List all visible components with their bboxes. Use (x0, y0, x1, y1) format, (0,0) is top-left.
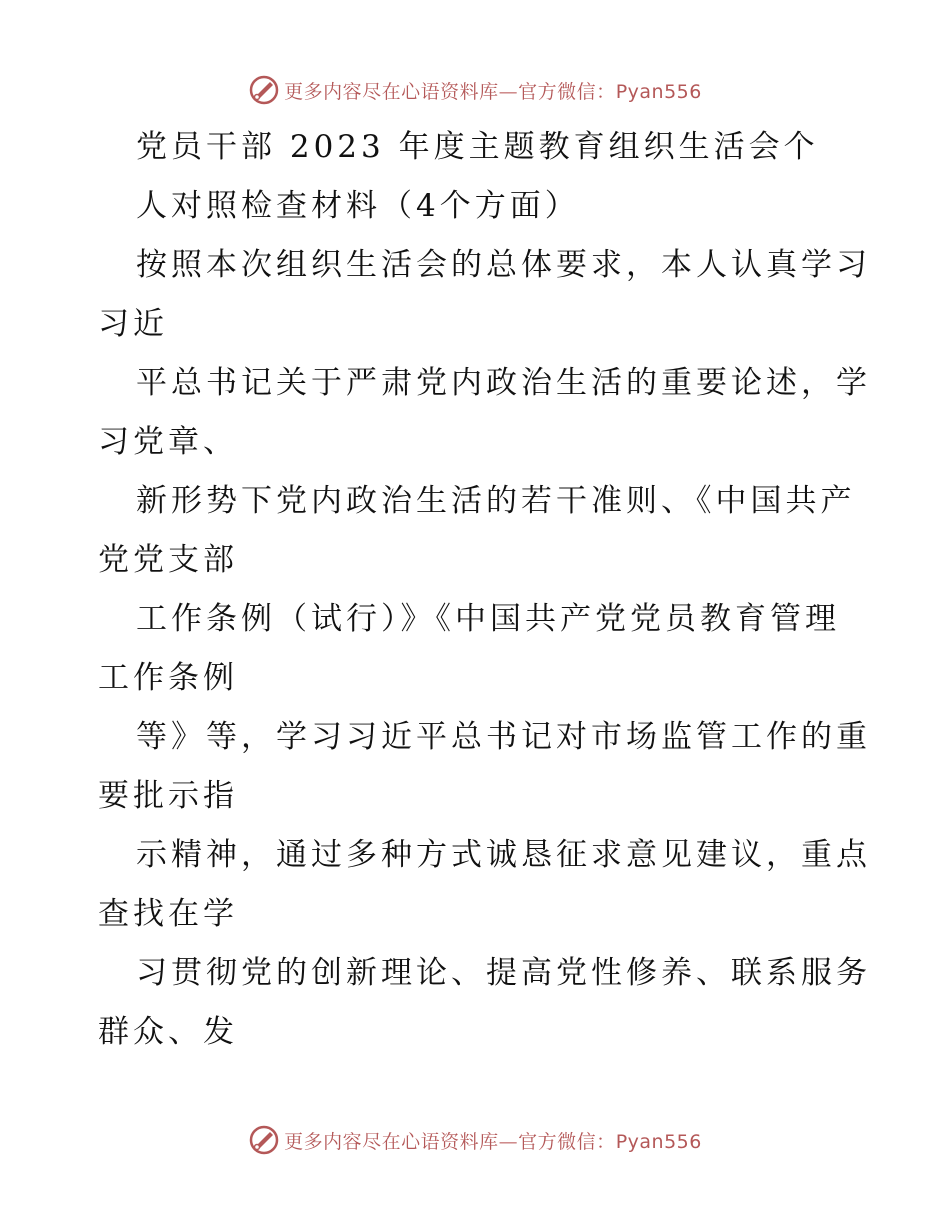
watermark-dash: — (498, 1130, 519, 1153)
doc-line: 平总书记关于严肃党内政治生活的重要论述，学 (136, 365, 871, 401)
brush-logo-icon (248, 74, 280, 106)
doc-line: 习党章、 (98, 424, 238, 460)
watermark-wechat-id: Pyan556 (615, 1130, 702, 1153)
doc-line: 习近 (98, 306, 168, 342)
brush-logo-icon (248, 1124, 280, 1156)
watermark-dash: — (498, 80, 519, 103)
watermark-footer (0, 1122, 950, 1158)
doc-line: 工作条例（试行）》《中国共产党党员教育管理 (136, 601, 840, 637)
doc-title-line-2: 人对照检查材料（4个方面） (136, 188, 580, 224)
watermark-official: 官方微信： (518, 80, 616, 103)
doc-line: 按照本次组织生活会的总体要求，本人认真学习 (136, 247, 871, 283)
doc-line: 新形势下党内政治生活的若干准则、《中国共产 (136, 483, 856, 519)
doc-line: 要批示指 (98, 778, 238, 814)
watermark-official: 官方微信： (518, 1130, 616, 1153)
watermark-header (0, 72, 950, 108)
doc-line: 查找在学 (98, 896, 238, 932)
doc-line: 习贯彻党的创新理论、提高党性修养、联系服务 (136, 955, 871, 991)
watermark-text (284, 77, 702, 104)
watermark-text (284, 1127, 702, 1154)
watermark-main: 更多内容尽在心语资料库 (284, 80, 499, 103)
doc-line: 党党支部 (98, 542, 238, 578)
doc-line: 等》等，学习习近平总书记对市场监管工作的重 (136, 719, 871, 755)
doc-line: 工作条例 (98, 660, 238, 696)
document-body (98, 118, 871, 1062)
doc-line: 示精神，通过多种方式诚恳征求意见建议，重点 (136, 837, 871, 873)
doc-line: 群众、发 (98, 1014, 238, 1050)
watermark-main: 更多内容尽在心语资料库 (284, 1130, 499, 1153)
watermark-wechat-id: Pyan556 (615, 80, 702, 103)
doc-title-line-1: 党员干部 2023 年度主题教育组织生活会个 (136, 129, 819, 165)
